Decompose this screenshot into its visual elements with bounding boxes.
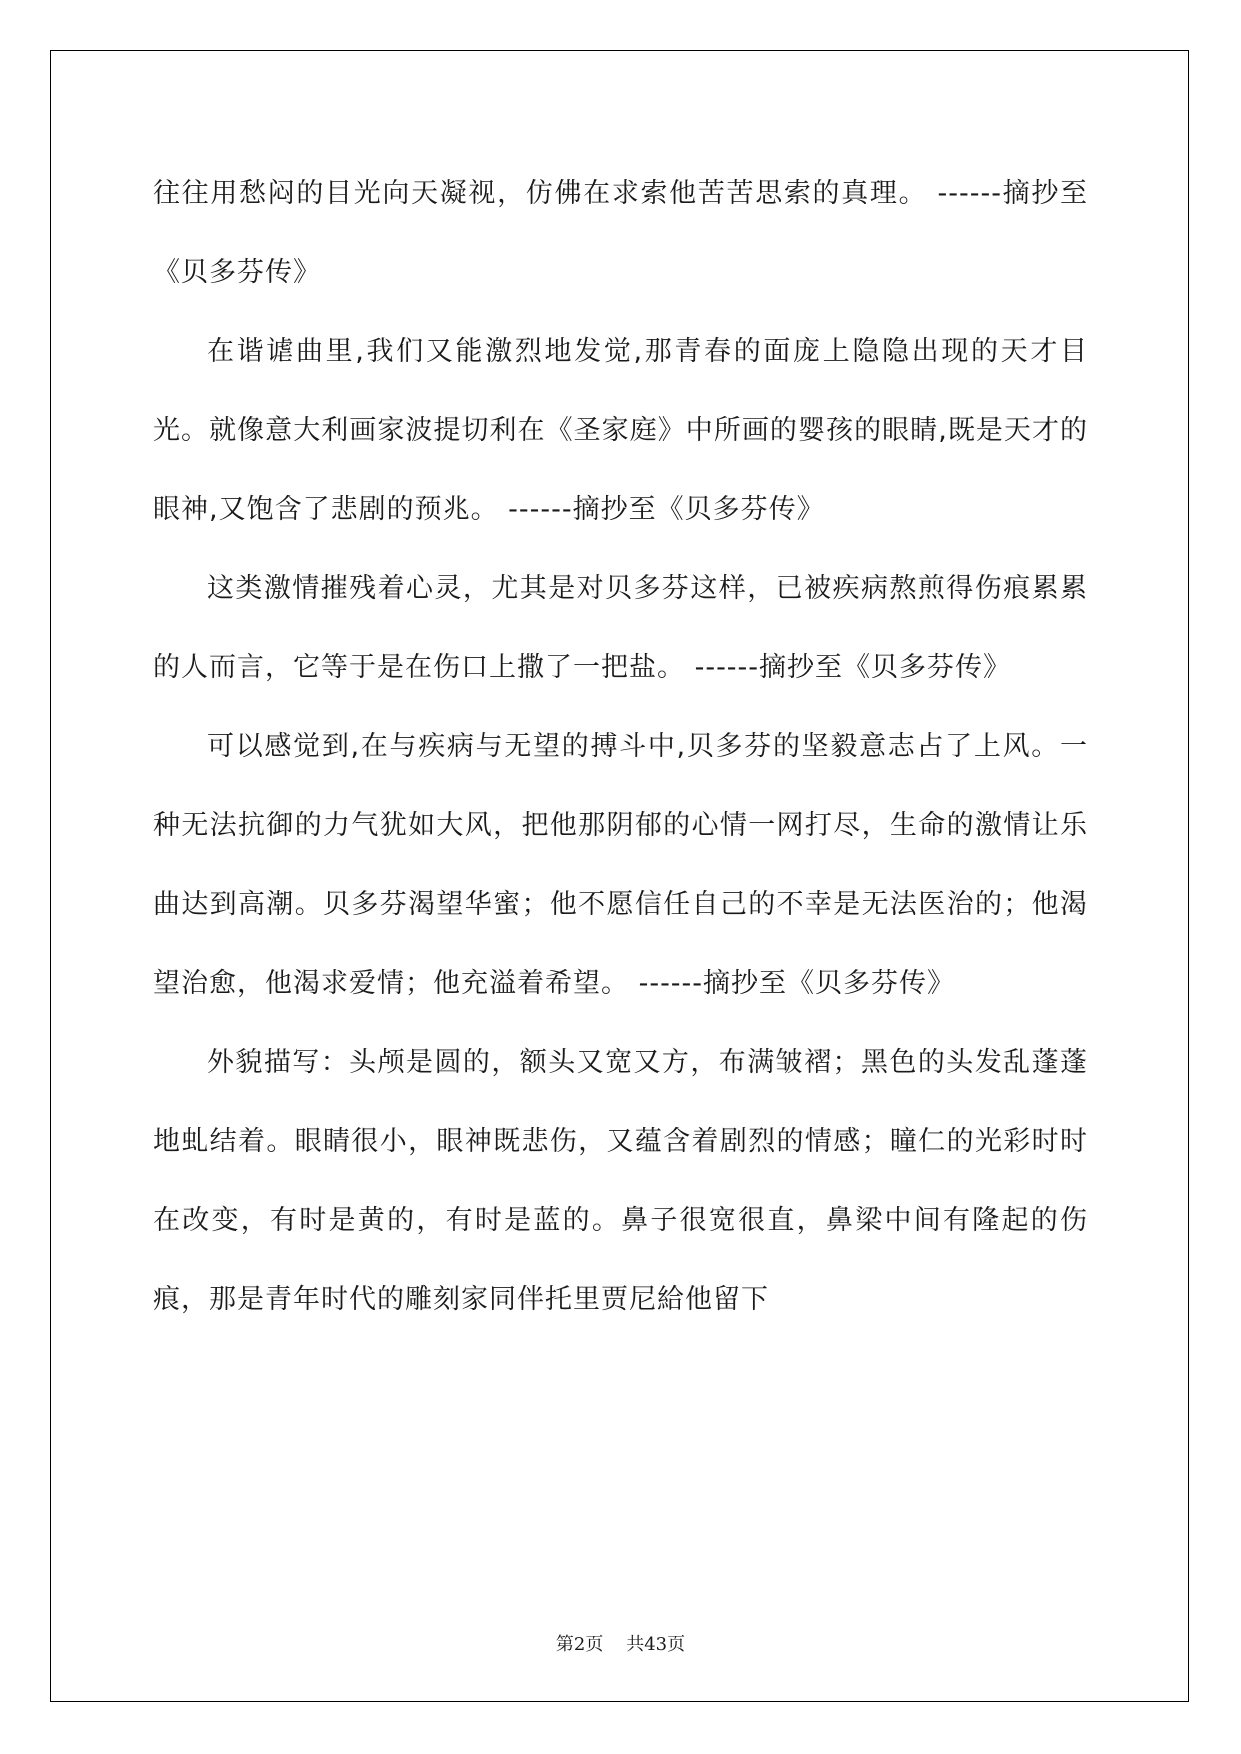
paragraph-3: 这类激情摧残着心灵，尤其是对贝多芬这样，已被疾病熬煎得伤痕累累的人而言，它等于是在伤口上撒了一把盐。 ------摘抄至《贝多芬传》 [153,573,1088,683]
page-total: 共43页 [626,1634,686,1655]
paragraph-2: 在谐谑曲里,我们又能激烈地发觉,那青春的面庞上隐隐出现的天才目光。就像意大利画家波提切利在《圣家庭》中所画的婴孩的眼睛,既是天才的眼神,又饱含了悲剧的预兆。 ------摘抄至《贝多芬传》 [153,336,1088,525]
paragraph-4: 可以感觉到,在与疾病与无望的搏斗中,贝多芬的坚毅意志占了上风。一种无法抗御的力气犹如大风，把他那阴郁的心情一网打尽，生命的激情让乐曲达到高潮。贝多芬渴望华蜜；他不愿信任自己的不幸是无法医治的；他渴望治愈，他渴求爱情；他充溢着希望。 ------摘抄至《贝多芬传》 [153,731,1088,999]
page-footer [0,1630,1241,1656]
paragraph-5: 外貌描写：头颅是圆的，额头又宽又方，布满皱褶；黑色的头发乱蓬蓬地虬结着。眼睛很小，眼神既悲伤，又蕴含着剧烈的情感；瞳仁的光彩时时在改变，有时是黄的，有时是蓝的。鼻子很宽很直，鼻梁中间有隆起的伤痕，那是青年时代的雕刻家同伴托里贾尼給他留下 [153,1047,1088,1315]
document-body [153,154,1088,1339]
paragraph-1: 往往用愁闷的目光向天凝视，仿佛在求索他苦苦思索的真理。 ------摘抄至《贝多芬传》 [153,178,1088,288]
page-number: 第2页 [555,1634,604,1655]
